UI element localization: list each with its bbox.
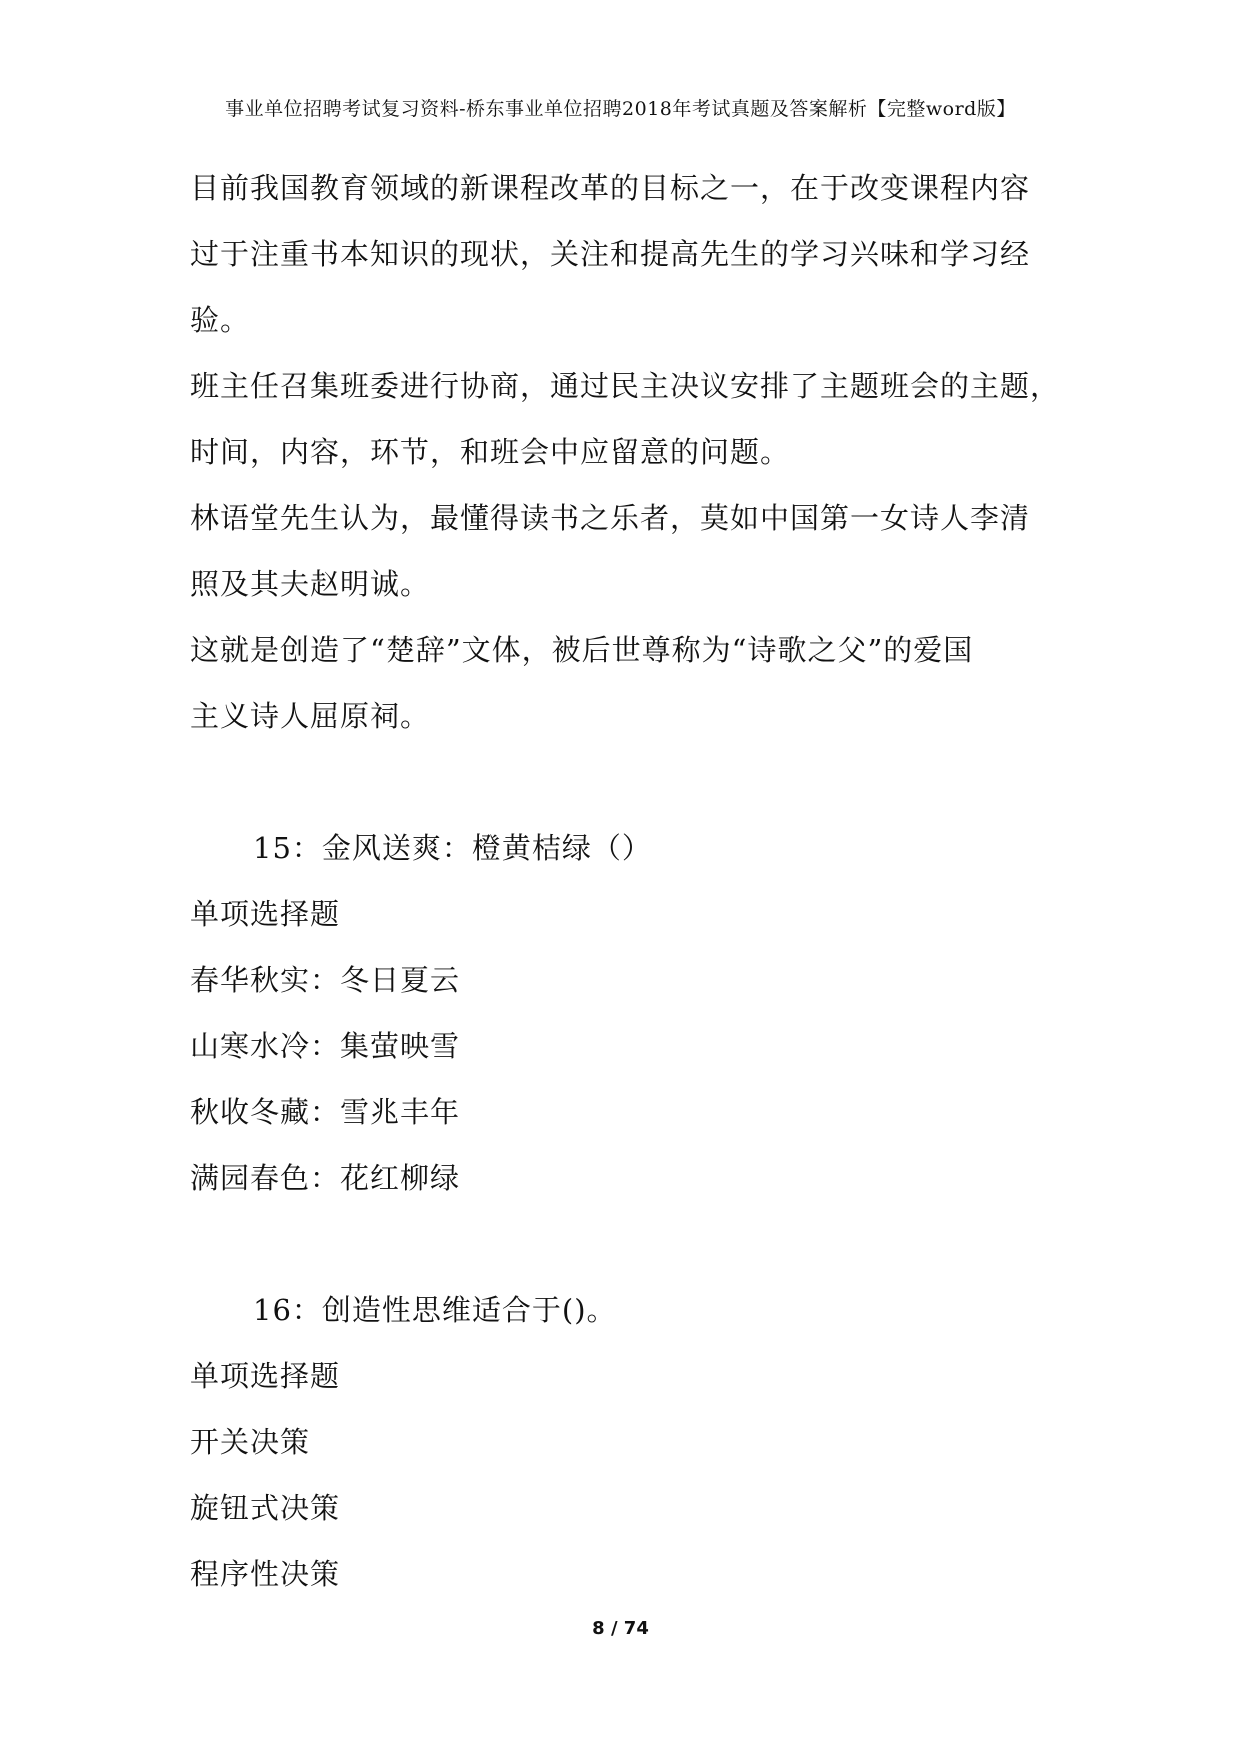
answer-option: 程序性决策 bbox=[190, 1557, 341, 1591]
text-line: 班主任召集班委进行协商，通过民主决议安排了主题班会的主题， bbox=[190, 369, 1061, 403]
page-header: 事业单位招聘考试复习资料-桥东事业单位招聘2018年考试真题及答案解析【完整word版】 bbox=[225, 98, 1016, 120]
spacer bbox=[190, 1211, 1070, 1277]
page-content bbox=[190, 155, 1070, 1607]
question-type: 单项选择题 bbox=[190, 897, 341, 931]
answer-option: 满园春色：花红柳绿 bbox=[190, 1161, 461, 1195]
question-type: 单项选择题 bbox=[190, 1359, 341, 1393]
text-line: 这就是创造了“楚辞”文体，被后世尊称为“诗歌之父”的爱国 bbox=[190, 633, 974, 667]
text-line: 照及其夫赵明诚。 bbox=[190, 567, 431, 601]
paragraph bbox=[190, 155, 1070, 353]
spacer bbox=[190, 749, 1070, 815]
answer-option: 开关决策 bbox=[190, 1425, 311, 1459]
text-line: 过于注重书本知识的现状，关注和提高先生的学习兴味和学习经 bbox=[190, 237, 1031, 271]
text-line: 主义诗人屈原祠。 bbox=[190, 699, 431, 733]
paragraph bbox=[190, 485, 1070, 617]
page-number: 8 / 74 bbox=[592, 1618, 649, 1639]
paragraph bbox=[190, 353, 1070, 485]
question-stem: 16：创造性思维适合于()。 bbox=[253, 1293, 617, 1327]
answer-option: 春华秋实：冬日夏云 bbox=[190, 963, 461, 997]
question-block bbox=[190, 815, 1070, 1211]
text-line: 时间，内容，环节，和班会中应留意的问题。 bbox=[190, 435, 791, 469]
question-block bbox=[190, 1277, 1070, 1607]
answer-option: 旋钮式决策 bbox=[190, 1491, 341, 1525]
text-line: 林语堂先生认为，最懂得读书之乐者，莫如中国第一女诗人李清 bbox=[190, 501, 1031, 535]
answer-option: 秋收冬藏：雪兆丰年 bbox=[190, 1095, 461, 1129]
text-line: 验。 bbox=[190, 303, 251, 337]
answer-option: 山寒水冷：集萤映雪 bbox=[190, 1029, 461, 1063]
paragraph bbox=[190, 617, 1070, 749]
text-line: 目前我国教育领域的新课程改革的目标之一，在于改变课程内容 bbox=[190, 171, 1031, 205]
question-stem: 15：金风送爽：橙黄桔绿（） bbox=[253, 831, 652, 865]
